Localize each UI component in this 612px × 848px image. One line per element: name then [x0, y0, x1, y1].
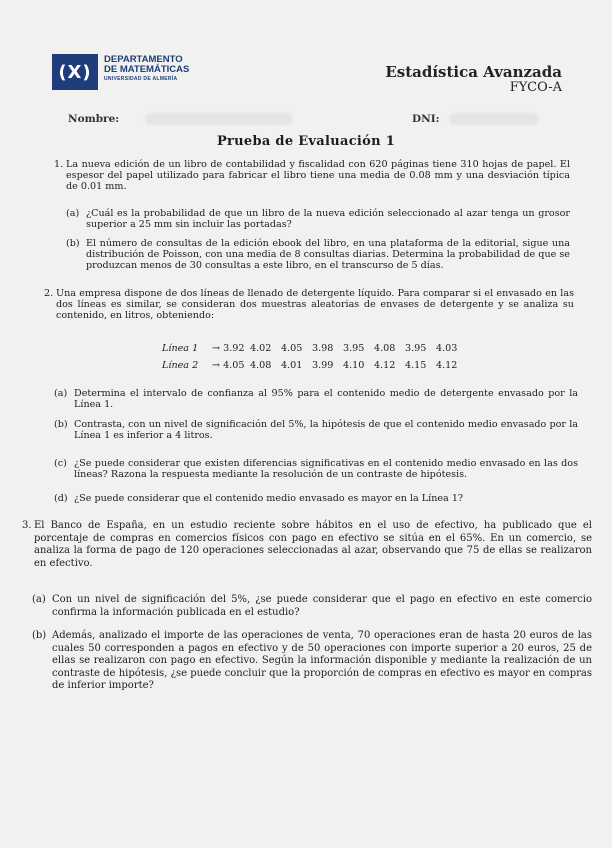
- row-value: 4.12: [374, 360, 396, 371]
- option-label: (c): [54, 458, 67, 469]
- question-number: 1.: [54, 159, 64, 170]
- row-value: 4.08: [250, 360, 272, 371]
- logo-line-3: UNIVERSIDAD DE ALMERÍA: [104, 76, 178, 82]
- question-2-d: [54, 493, 578, 504]
- dni-label: DNI:: [412, 113, 440, 125]
- option-text: Con un nivel de significación del 5%, ¿se puede considerar que el pago en efectivo en este comercio confirma la información publicada en el estudio?: [52, 594, 592, 618]
- option-label: (b): [32, 630, 47, 641]
- row-value: 4.05: [281, 343, 303, 354]
- option-label: (a): [54, 388, 68, 399]
- row-value: 3.99: [312, 360, 334, 371]
- question-3: [22, 520, 592, 570]
- question-1-b: [66, 238, 570, 272]
- data-row-line-1: [162, 343, 467, 354]
- option-label: (a): [66, 208, 80, 219]
- data-row-line-2: [162, 360, 467, 371]
- row-value: 4.10: [343, 360, 365, 371]
- course-group: FYCO-A: [509, 80, 562, 95]
- question-text: El Banco de España, en un estudio reciente sobre hábitos en el uso de efectivo, ha publicado que el porcentaje de compras en comercios físicos con pago en efectivo se sitúa en el 65%. En un comercio, se analiza la forma de pago de 120 operaciones seleccionadas al azar, observando que 75 de ellas se realizaron en efectivo.: [34, 520, 592, 569]
- option-text: ¿Se puede considerar que existen diferencias significativas en el contenido medio envasado en las dos líneas? Razona la respuesta mediante la resolución de un contraste de hipótesis.: [74, 458, 578, 481]
- question-3-a: [32, 594, 592, 619]
- page-title: Prueba de Evaluación 1: [216, 134, 396, 149]
- question-number: 2.: [44, 288, 54, 299]
- row-name: Línea 1: [162, 343, 199, 354]
- option-text: El número de consultas de la edición ebook del libro, en una plataforma de la editorial, sigue una distribución de Poisson, con una media de 8 consultas diarias. Determina la probabilidad de que se produzcan menos de 30 consultas a este libro, en el transcurso de 5 días.: [86, 238, 570, 272]
- course-title: Estadística Avanzada: [385, 63, 562, 81]
- logo-mark-icon: (X): [52, 54, 98, 90]
- option-text: ¿Cuál es la probabilidad de que un libro de la nueva edición seleccionado al azar tenga un grosor superior a 25 mm sin incluir las portadas?: [86, 208, 570, 231]
- row-value: 4.03: [436, 343, 458, 354]
- question-2-a: [54, 388, 578, 411]
- row-value: 4.12: [436, 360, 458, 371]
- name-redacted: [145, 113, 293, 125]
- question-text: Una empresa dispone de dos líneas de llenado de detergente líquido. Para comparar si el envasado en las dos líneas es similar, se consideran dos muestras aleatorias de envases de detergente y se analiza su contenido, en litros, obteniendo:: [56, 288, 574, 322]
- logo-line-1: DEPARTAMENTO: [104, 54, 183, 65]
- option-label: (b): [54, 419, 68, 430]
- question-number: 3.: [22, 520, 32, 531]
- option-label: (a): [32, 594, 46, 605]
- row-value: → 3.92: [212, 343, 245, 354]
- row-value: 3.95: [343, 343, 365, 354]
- question-2-c: [54, 458, 578, 481]
- option-text: Determina el intervalo de confianza al 95% para el contenido medio de detergente envasado por la Línea 1.: [74, 388, 578, 411]
- question-2: [44, 288, 574, 322]
- question-3-b: [32, 630, 592, 693]
- option-label: (b): [66, 238, 80, 249]
- course-title-block: [385, 64, 562, 96]
- logo-text: [104, 55, 189, 84]
- option-label: (d): [54, 493, 68, 504]
- question-text: La nueva edición de un libro de contabilidad y fiscalidad con 620 páginas tiene 310 hojas de papel. El espesor del papel utilizado para fabricar el libro tiene una media de 0.08 mm y una desviación típica de 0.01 mm.: [66, 159, 570, 193]
- row-value: 4.02: [250, 343, 272, 354]
- row-value: 4.08: [374, 343, 396, 354]
- option-text: Además, analizado el importe de las operaciones de venta, 70 operaciones eran de hasta 20 euros de las cuales 50 corresponden a pagos en efectivo y de 50 operaciones con importe superior a 20 euros, 25 de ellas se realizaron con pago en efectivo. Según la información disponible y mediante la realización de un contraste de hipótesis, ¿se puede concluir que la proporción de compras en efectivo es mayor en compras de inferior importe?: [52, 630, 592, 692]
- row-name: Línea 2: [162, 360, 199, 371]
- row-value: → 4.05: [212, 360, 245, 371]
- name-field: [68, 113, 293, 125]
- logo-line-2: DE MATEMÁTICAS: [104, 64, 190, 75]
- option-text: Contrasta, con un nivel de significación del 5%, la hipótesis de que el contenido medio envasado por la Línea 1 es inferior a 4 litros.: [74, 419, 578, 442]
- question-2-b: [54, 419, 578, 442]
- department-logo: [52, 54, 202, 94]
- row-value: 3.95: [405, 343, 427, 354]
- question-1-a: [66, 208, 570, 231]
- option-text: ¿Se puede considerar que el contenido medio envasado es mayor en la Línea 1?: [74, 493, 464, 504]
- dni-redacted: [449, 113, 539, 125]
- question-1: [54, 159, 570, 193]
- row-value: 4.15: [405, 360, 427, 371]
- dni-field: [412, 113, 539, 125]
- row-value: 3.98: [312, 343, 334, 354]
- name-label: Nombre:: [68, 113, 120, 125]
- row-value: 4.01: [281, 360, 303, 371]
